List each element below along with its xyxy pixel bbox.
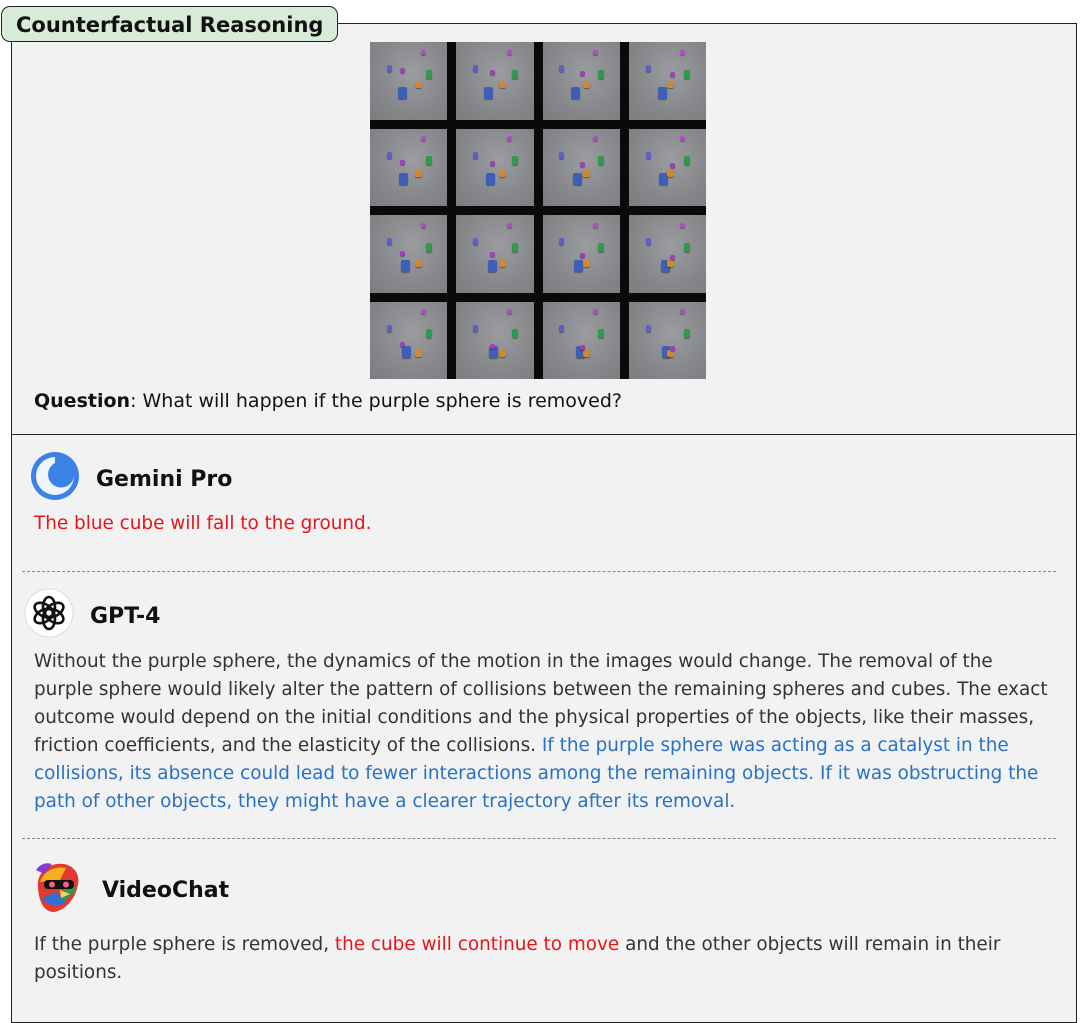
scene-object xyxy=(499,81,506,88)
section-divider xyxy=(11,434,1077,435)
answer-segment: the cube will continue to move xyxy=(334,934,620,955)
scene-object xyxy=(684,329,690,338)
video-frame xyxy=(543,129,620,207)
scene-object xyxy=(646,238,651,245)
scene-object xyxy=(490,70,495,75)
video-frame xyxy=(370,302,447,380)
scene-object xyxy=(415,170,422,177)
scene-object xyxy=(421,50,426,55)
answer-segment: If the purple sphere is removed, xyxy=(34,934,335,955)
scene-object xyxy=(680,223,685,228)
video-frame xyxy=(456,215,533,293)
scene-object xyxy=(680,309,685,314)
scene-object xyxy=(473,325,478,332)
openai-logo-icon xyxy=(24,588,74,644)
question xyxy=(34,390,622,412)
scene-object xyxy=(598,243,604,252)
scene-object xyxy=(421,223,426,228)
answer-videochat xyxy=(34,931,1054,987)
scene-object xyxy=(490,344,495,349)
scene-object xyxy=(598,329,604,338)
scene-object xyxy=(684,243,690,252)
model-header-videochat xyxy=(30,858,229,922)
scene-object xyxy=(670,255,675,260)
scene-object xyxy=(473,238,478,245)
dashed-separator xyxy=(22,838,1056,839)
scene-object xyxy=(507,223,512,228)
scene-object xyxy=(658,87,667,99)
scene-object xyxy=(598,70,604,79)
scene-object xyxy=(667,170,674,177)
model-name: Gemini Pro xyxy=(96,466,233,492)
model-name: GPT-4 xyxy=(90,603,161,629)
dashed-separator xyxy=(22,571,1056,572)
scene-object xyxy=(583,170,590,177)
scene-object xyxy=(415,260,422,267)
scene-object xyxy=(402,346,411,358)
question-text: : What will happen if the purple sphere is removed? xyxy=(130,390,622,412)
scene-object xyxy=(680,50,685,55)
scene-object xyxy=(574,260,583,272)
scene-object xyxy=(571,87,580,99)
model-name: VideoChat xyxy=(102,877,230,903)
scene-object xyxy=(512,70,518,79)
scene-object xyxy=(473,152,478,159)
answer-gemini xyxy=(34,510,1054,538)
scene-object xyxy=(499,260,506,267)
model-header-gpt4 xyxy=(24,588,160,644)
scene-object xyxy=(486,173,495,185)
scene-object xyxy=(646,325,651,332)
scene-object xyxy=(583,350,590,357)
scene-object xyxy=(387,152,392,159)
scene-object xyxy=(559,152,564,159)
scene-object xyxy=(580,71,585,76)
scene-object xyxy=(387,325,392,332)
question-label: Question xyxy=(34,390,131,412)
scene-object xyxy=(512,156,518,165)
scene-object xyxy=(667,260,674,267)
scene-object xyxy=(426,70,432,79)
scene-object xyxy=(583,260,590,267)
scene-object xyxy=(507,50,512,55)
parrot-logo-icon xyxy=(30,858,84,922)
answer-segment: Without the purple sphere, the dynamics of the motion in the images would change. The removal of the purple sphere would likely alter the pattern of collisions between the remaining spheres and cubes. The exact outcome would depend on the initial conditions and the physical properties of the objects, like their masses, friction coefficients, and the elasticity of the collisions. xyxy=(34,651,1048,756)
scene-object xyxy=(499,170,506,177)
video-frame xyxy=(456,302,533,380)
model-header-gemini xyxy=(30,451,232,507)
answer-gpt4 xyxy=(34,648,1054,816)
scene-object xyxy=(426,156,432,165)
video-frame-grid xyxy=(370,42,706,379)
scene-object xyxy=(484,87,493,99)
section-tag: Counterfactual Reasoning xyxy=(1,6,338,42)
video-frame xyxy=(629,215,706,293)
scene-object xyxy=(421,136,426,141)
scene-object xyxy=(499,350,506,357)
scene-object xyxy=(667,81,674,88)
video-frame xyxy=(456,129,533,207)
scene-object xyxy=(473,65,478,72)
scene-object xyxy=(400,251,405,256)
video-frame xyxy=(629,42,706,120)
answer-segment: and the other objects will remain in their positions. xyxy=(34,934,1001,983)
scene-object xyxy=(399,173,408,185)
scene-object xyxy=(426,243,432,252)
scene-object xyxy=(490,161,495,166)
video-frame xyxy=(456,42,533,120)
video-frame xyxy=(370,42,447,120)
video-frame xyxy=(543,42,620,120)
scene-object xyxy=(580,345,585,350)
answer-segment: If the purple sphere was acting as a catalyst in the collisions, its absence could lead to fewer interactions among the remaining objects. If it was obstructing the path of other objects, they might have a clearer trajectory after its removal. xyxy=(34,735,1039,812)
scene-object xyxy=(426,329,432,338)
scene-object xyxy=(573,173,582,185)
scene-object xyxy=(421,309,426,314)
video-frame xyxy=(543,302,620,380)
scene-object xyxy=(488,260,497,272)
gemini-logo-icon xyxy=(30,451,80,507)
scene-object xyxy=(684,70,690,79)
scene-object xyxy=(680,136,685,141)
scene-object xyxy=(400,160,405,165)
scene-object xyxy=(387,65,392,72)
scene-object xyxy=(559,325,564,332)
scene-object xyxy=(387,238,392,245)
scene-object xyxy=(684,156,690,165)
scene-object xyxy=(512,329,518,338)
scene-object xyxy=(401,260,410,272)
video-frame xyxy=(629,302,706,380)
scene-object xyxy=(415,81,422,88)
video-frame xyxy=(543,215,620,293)
scene-object xyxy=(415,350,422,357)
scene-object xyxy=(646,65,651,72)
video-frame xyxy=(629,129,706,207)
answer-segment: The blue cube will fall to the ground. xyxy=(34,513,372,534)
video-frame xyxy=(370,215,447,293)
scene-object xyxy=(398,87,407,99)
scene-object xyxy=(512,243,518,252)
scene-object xyxy=(598,156,604,165)
video-frame xyxy=(370,129,447,207)
scene-object xyxy=(583,81,590,88)
scene-object xyxy=(646,152,651,159)
